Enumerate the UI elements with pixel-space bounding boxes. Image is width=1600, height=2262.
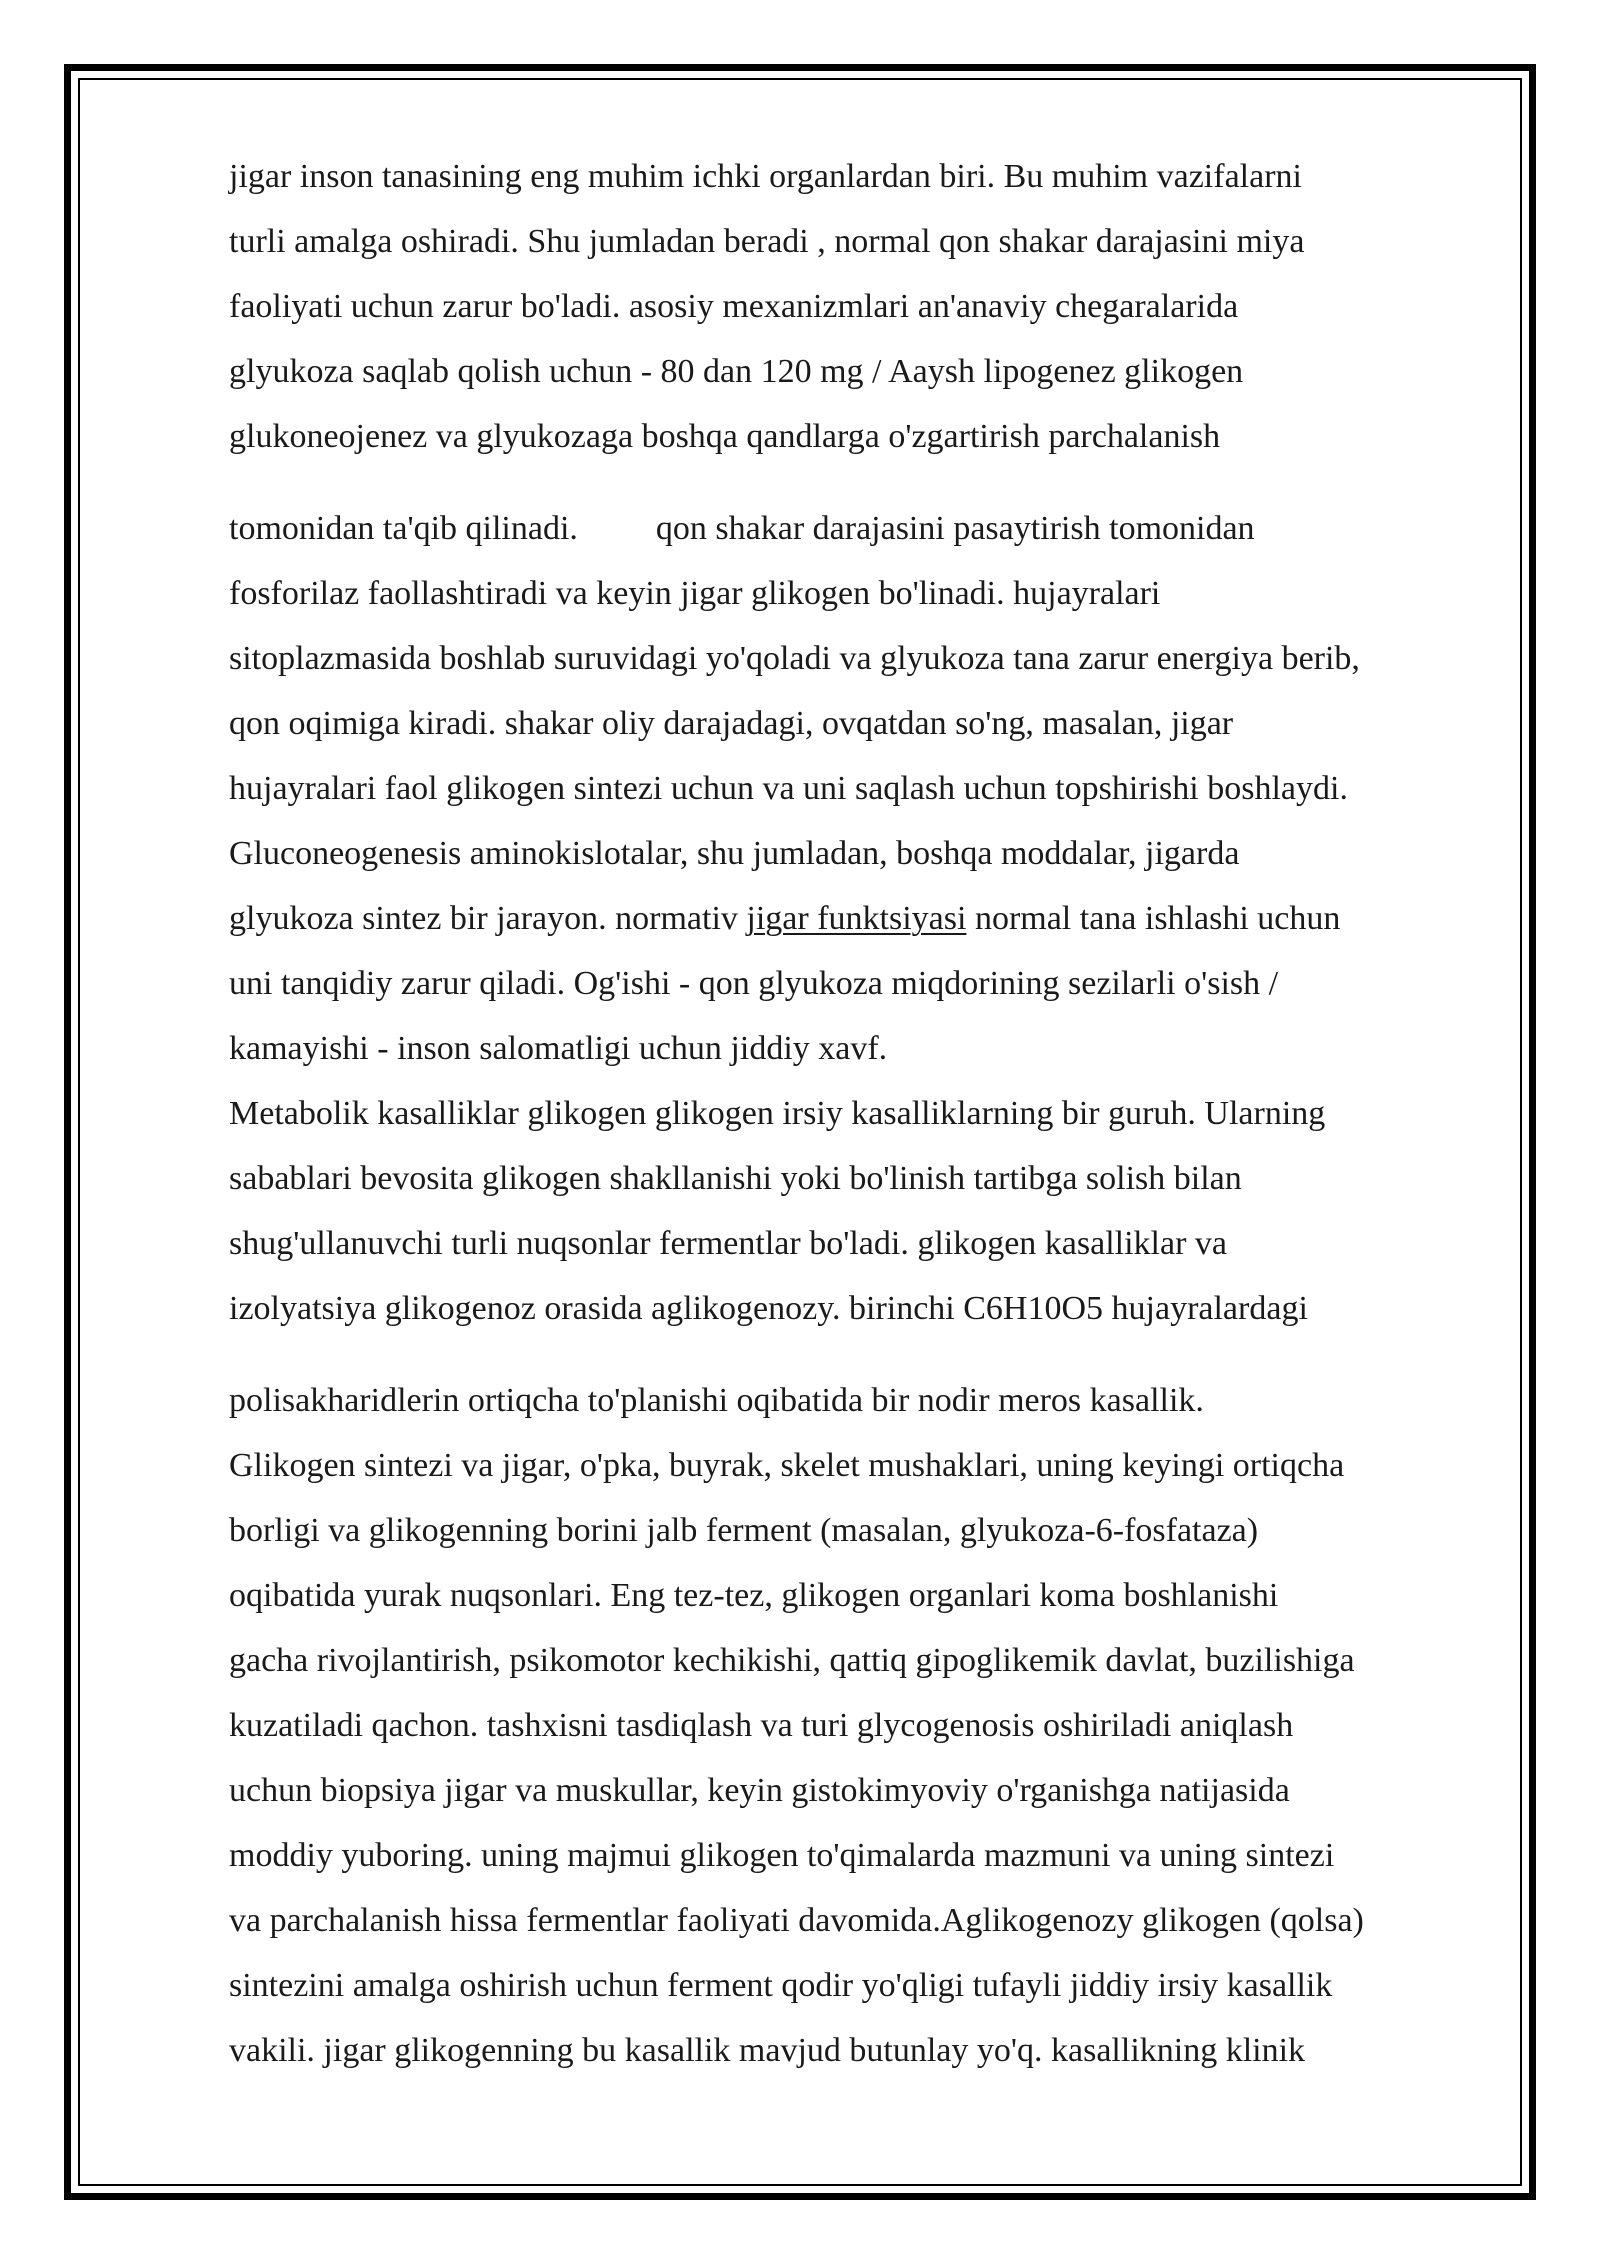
text-line: borligi va glikogenning borini jalb ferment (masalan, glyukoza-6-fosfataza)	[229, 1512, 1259, 1549]
text-line: polisakharidlerin ortiqcha to'planishi oqibatida bir nodir meros kasallik.	[229, 1382, 1204, 1419]
text-line: shug'ullanuvchi turli nuqsonlar fermentlar bo'ladi. glikogen kasalliklar va	[229, 1225, 1228, 1262]
text-line: kuzatiladi qachon. tashxisni tasdiqlash va turi glycogenosis oshiriladi aniqlash	[229, 1707, 1294, 1744]
text-line: turli amalga oshiradi. Shu jumladan beradi , normal qon shakar darajasini miya	[229, 223, 1305, 260]
text-line: glukoneojenez va glyukozaga boshqa qandlarga o'zgartirish parchalanish	[229, 418, 1221, 455]
text-line-start: tomonidan ta'qib qilinadi.	[229, 510, 578, 547]
text-line	[229, 496, 1519, 561]
text-line: uchun biopsiya jigar va muskullar, keyin gistokimyoviy o'rganishga natijasida	[229, 1772, 1290, 1809]
text-line: fosforilaz faollashtiradi va keyin jigar glikogen bo'linadi. hujayralari	[229, 575, 1161, 612]
text-line-end: qon shakar darajasini pasaytirish tomonidan	[655, 510, 1255, 547]
text-after-link: normal tana ishlashi uchun	[966, 900, 1341, 937]
text-line: glyukoza saqlab qolish uchun - 80 dan 120 mg / Aaysh lipogenez glikogen	[229, 353, 1244, 390]
text-line: kamayishi - inson salomatligi uchun jiddiy xavf.	[229, 1030, 888, 1067]
text-line: gacha rivojlantirish, psikomotor kechikishi, qattiq gipoglikemik davlat, buzilishiga	[229, 1642, 1355, 1679]
text-line: faoliyati uchun zarur bo'ladi. asosiy mexanizmlari an'anaviy chegaralarida	[229, 288, 1239, 325]
paragraph-intro	[229, 144, 1519, 469]
text-line: sitoplazmasida boshlab suruvidagi yo'qoladi va glyukoza tana zarur energiya berib,	[229, 640, 1360, 677]
text-line: Glikogen sintezi va jigar, o'pka, buyrak, skelet mushaklari, uning keyingi ortiqcha	[229, 1447, 1345, 1484]
text-line: qon oqimiga kiradi. shakar oliy darajadagi, ovqatdan so'ng, masalan, jigar	[229, 705, 1234, 742]
text-line: Gluconeogenesis aminokislotalar, shu jumladan, boshqa moddalar, jigarda	[229, 835, 1240, 872]
text-line: sintezini amalga oshirish uchun ferment qodir yo'qligi tufayli jiddiy irsiy kasallik	[229, 1967, 1333, 2004]
text-line: jigar inson tanasining eng muhim ichki organlardan biri. Bu muhim vazifalarni	[229, 158, 1302, 195]
text-before-link: glyukoza sintez bir jarayon. normativ	[229, 900, 747, 937]
text-line: izolyatsiya glikogenoz orasida aglikogenozy. birinchi C6H10O5 hujayralardagi	[229, 1290, 1308, 1327]
text-line: hujayralari faol glikogen sintezi uchun va uni saqlash uchun topshirishi boshlaydi.	[229, 770, 1348, 807]
text-line: Metabolik kasalliklar glikogen glikogen irsiy kasalliklarning bir guruh. Ularning	[229, 1095, 1326, 1132]
text-line	[229, 886, 1519, 951]
text-line: moddiy yuboring. uning majmui glikogen to'qimalarda mazmuni va uning sintezi	[229, 1837, 1335, 1874]
text-line: vakili. jigar glikogenning bu kasallik mavjud butunlay yo'q. kasallikning klinik	[229, 2032, 1306, 2069]
jigar-funktsiyasi-link[interactable]: jigar funktsiyasi	[746, 900, 967, 937]
paragraph-liver-function	[229, 496, 1519, 1341]
text-line: va parchalanish hissa fermentlar faoliyati davomida.Aglikogenozy glikogen (qolsa)	[229, 1902, 1364, 1939]
text-line: sabablari bevosita glikogen shakllanishi yoki bo'linish tartibga solish bilan	[229, 1160, 1242, 1197]
text-line: oqibatida yurak nuqsonlari. Eng tez-tez, glikogen organlari koma boshlanishi	[229, 1577, 1279, 1614]
paragraph-glycogenosis	[229, 1368, 1519, 2083]
text-line: uni tanqidiy zarur qiladi. Og'ishi - qon glyukoza miqdorining sezilarli o'sish /	[229, 965, 1279, 1002]
